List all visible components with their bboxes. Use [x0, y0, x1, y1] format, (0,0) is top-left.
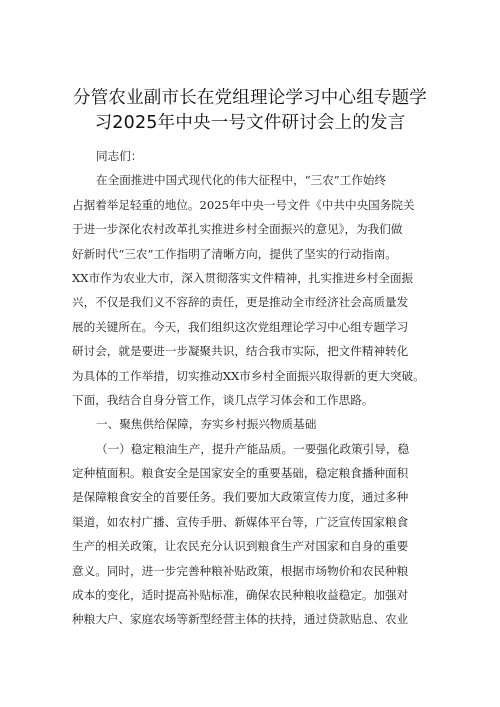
title-line-2: 习2025年中央一号文件研讨会上的发言	[94, 113, 406, 133]
section-heading: 一、聚焦供给保障，夯实乡村振兴物质基础	[96, 417, 317, 432]
paragraph-line: 占据着举足轻重的地位。2025年中央一号文件《中共中央国务院关	[72, 197, 415, 212]
paragraph-line: XX市作为农业大市，深入贯彻落实文件精神，扎实推进乡村全面振	[72, 270, 414, 285]
document-title	[60, 86, 440, 136]
paragraph-line: 定种植面积。粮食安全是国家安全的重要基础，稳定粮食播种面积	[72, 466, 409, 481]
document-body	[72, 144, 432, 632]
paragraph-line: 生产的相关政策，让农民充分认识到粮食生产对国家和自身的重要	[72, 539, 409, 554]
paragraph-line: 好新时代“三农”工作指明了清晰方向，提供了坚实的行动指南。	[72, 246, 397, 261]
paragraph-line: 展的关键所在。今天，我们组织这次党组理论学习中心组专题学习	[72, 319, 409, 334]
paragraph-line: 下面，我结合自身分管工作，谈几点学习体会和工作思路。	[72, 392, 374, 407]
paragraph-line: 研讨会，就是要进一步凝聚共识，结合我市实际，把文件精神转化	[72, 344, 409, 359]
paragraph-line: 种粮大户、家庭农场等新型经营主体的扶持，通过贷款贴息、农业	[72, 612, 409, 627]
salutation: 同志们：	[96, 149, 143, 163]
paragraph-line: 兴，不仅是我们义不容辞的责任，更是推动全市经济社会高质量发	[72, 295, 409, 310]
title-line-1: 分管农业副市长在党组理论学习中心组专题学	[73, 88, 427, 108]
paragraph-line: 渠道，如农村广播、宣传手册、新媒体平台等，广泛宣传国家粮食	[72, 514, 409, 529]
paragraph-line: （一）稳定粮油生产，提升产能品质。一要强化政策引导，稳	[96, 441, 410, 456]
paragraph-line: 为具体的工作举措，切实推动XX市乡村全面振兴取得新的更大突破。	[72, 368, 425, 383]
paragraph-line: 成本的变化，适时提高补贴标准，确保农民种粮收益稳定。加强对	[72, 588, 409, 603]
paragraph-line: 在全面推进中国式现代化的伟大征程中，“三农”工作始终	[96, 173, 387, 188]
paragraph-line: 意义。同时，进一步完善种粮补贴政策，根据市场物价和农民种粮	[72, 563, 409, 578]
paragraph-line: 于进一步深化农村改革扎实推进乡村全面振兴的意见》，为我们做	[72, 222, 403, 237]
paragraph-line: 是保障粮食安全的首要任务。我们要加大政策宣传力度，通过多种	[72, 490, 409, 505]
